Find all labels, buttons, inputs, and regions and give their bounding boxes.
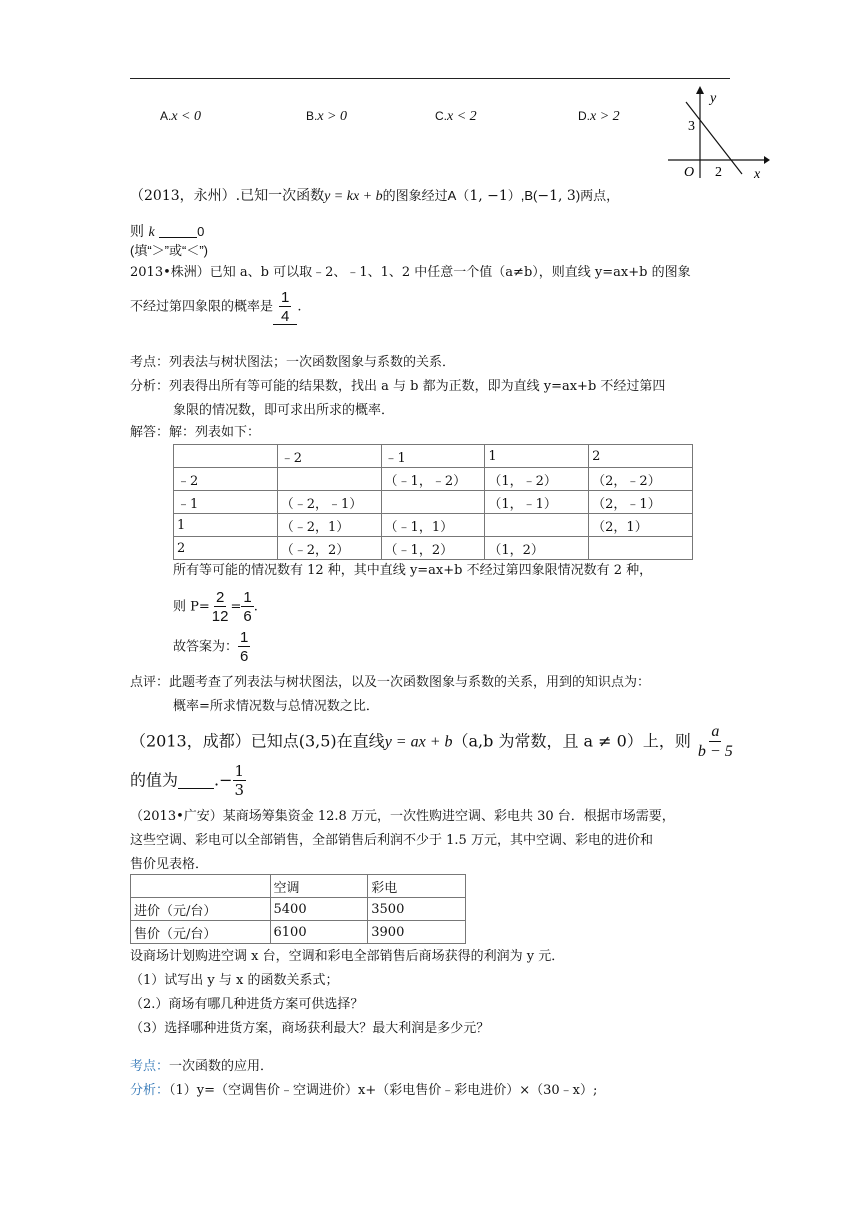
q1-hint: (填“＞”或“＜”): [130, 243, 208, 258]
table-cell: （1，﹣2）: [485, 468, 589, 491]
q3-stem: （2013，成都）已知点(3,5)在直线y = ax + b（a,b 为常数，且 a ≠ 0）上，则 $\frac{a}{b - 5}$: [130, 723, 733, 760]
table-cell: 2: [589, 445, 693, 468]
table-cell: 空调: [270, 875, 368, 898]
line-graph-figure: [660, 86, 770, 182]
table-cell: （﹣2，﹣1）: [277, 491, 381, 514]
q4-price-table: [130, 874, 466, 944]
table-cell: [277, 468, 381, 491]
q3-answer-line: 的值为 .− $\frac{1}{3}$: [130, 762, 245, 799]
q4-kaodian: 考点：一次函数的应用．: [130, 1059, 274, 1074]
q1-answer-line: 则 k 0: [130, 224, 205, 240]
table-row: [174, 491, 693, 514]
option-c: C.x < 2: [435, 109, 477, 124]
table-cell: （﹣1，2）: [381, 537, 485, 560]
q2-answer-fraction: $\frac{1}{4}$: [281, 289, 290, 325]
q2-dianping-line1: 点评：此题考查了列表法与树状图法，以及一次函数图象与系数的关系，用到的知识点为：: [130, 675, 651, 690]
q2-jieda: 解答：解：列表如下：: [130, 425, 261, 440]
option-b: B.x > 0: [306, 109, 348, 124]
table-cell: ﹣1: [174, 491, 278, 514]
table-cell: （﹣1，﹣2）: [381, 468, 485, 491]
table-cell: 2: [174, 537, 278, 560]
q2-fenxi-line2: 象限的情况数，即可求出所求的概率．: [173, 403, 395, 418]
q1-stem: （2013，永州）.已知一次函数y = kx + b的图象经过A（1, −1）,B(−1, 3)两点，: [130, 188, 620, 204]
option-a: A.x < 0: [160, 109, 202, 124]
table-cell: （1，﹣1）: [485, 491, 589, 514]
table-cell: 3900: [368, 921, 466, 944]
table-row: [174, 514, 693, 537]
table-cell: ﹣2: [277, 445, 381, 468]
q4-sub1: （1）试写出 y 与 x 的函数关系式；: [130, 973, 339, 988]
q3-expression-fraction: $\frac{a}{b - 5}$: [697, 723, 733, 760]
x-intercept-label: 2: [715, 165, 722, 180]
q2-stem-line2: 不经过第四象限的概率是 $\frac{1}{4}$ .: [130, 289, 302, 325]
q4-fenxi: 分析：（1）y=（空调售价﹣空调进价）x+（彩电售价﹣彩电进价）×（30﹣x）;: [130, 1083, 598, 1098]
table-row: [131, 875, 466, 898]
q4-stem-line2: 这些空调、彩电可以全部销售，全部销售后利润不少于 1.5 万元，其中空调、彩电的进价和: [130, 833, 653, 848]
table-cell: [485, 514, 589, 537]
table-cell: 1: [485, 445, 589, 468]
q2-count-line: 所有等可能的情况数有 12 种，其中直线 y=ax+b 不经过第四象限情况数有 2 种，: [173, 563, 653, 578]
x-axis-arrow: [764, 156, 770, 164]
q4-sub2: （2.）商场有哪几种进货方案可供选择？: [130, 997, 364, 1012]
q2-fenxi-line1: 分析：列表得出所有等可能的结果数，找出 a 与 b 都为正数，即为直线 y=ax+b 不经过第四: [130, 379, 666, 394]
y-intercept-label: 3: [688, 119, 695, 134]
table-cell: 1: [174, 514, 278, 537]
table-cell: 3500: [368, 898, 466, 921]
table-cell: [589, 537, 693, 560]
table-cell: 进价（元/台）: [131, 898, 271, 921]
table-cell: [381, 491, 485, 514]
q4-setup: 设商场计划购进空调 x 台，空调和彩电全部销售后商场获得的利润为 y 元．: [130, 949, 565, 964]
table-cell: ﹣1: [381, 445, 485, 468]
table-cell: （2，1）: [589, 514, 693, 537]
y-axis-arrow: [696, 86, 704, 94]
q2-final-answer: 故答案为： $\frac{1}{6}$: [173, 629, 249, 665]
table-row: [174, 468, 693, 491]
q4-stem-line3: 售价见表格．: [130, 857, 209, 872]
q4-stem-line1: （2013•广安）某商场筹集资金 12.8 万元，一次性购进空调、彩电共 30 台．根据市场需要，: [130, 809, 675, 824]
table-cell: （2，﹣2）: [589, 468, 693, 491]
table-cell: [131, 875, 271, 898]
table-cell: ﹣2: [174, 468, 278, 491]
q2-stem-line1: 2013•株洲）已知 a、b 可以取﹣2、﹣1、1、2 中任意一个值（a≠b），则直线 y=ax+b 的图象: [130, 265, 691, 280]
table-cell: （﹣2，1）: [277, 514, 381, 537]
table-row: [131, 898, 466, 921]
q2-dianping-line2: 概率=所求情况数与总情况数之比．: [173, 699, 379, 714]
table-cell: （﹣2，2）: [277, 537, 381, 560]
table-cell: [174, 445, 278, 468]
q4-sub3: （3）选择哪种进货方案，商场获利最大？最大利润是多少元？: [130, 1021, 490, 1036]
table-row: [174, 537, 693, 560]
header-rule: [130, 78, 730, 79]
q2-probability: 则 P= $\frac{2}{12}$ = $\frac{1}{6}$ .: [173, 589, 258, 625]
y-axis-label: y: [710, 91, 717, 106]
table-cell: 彩电: [368, 875, 466, 898]
table-cell: 售价（元/台）: [131, 921, 271, 944]
table-cell: 5400: [270, 898, 368, 921]
table-cell: （2，﹣1）: [589, 491, 693, 514]
table-row: [174, 445, 693, 468]
table-cell: （1，2）: [485, 537, 589, 560]
q2-outcome-table: [173, 444, 693, 560]
q2-kaodian: 考点：列表法与树状图法；一次函数图象与系数的关系．: [130, 355, 456, 370]
table-cell: （﹣1，1）: [381, 514, 485, 537]
x-axis-label: x: [754, 167, 761, 182]
origin-label: O: [684, 165, 695, 180]
table-cell: 6100: [270, 921, 368, 944]
table-row: [131, 921, 466, 944]
function-line: [686, 102, 742, 174]
option-d: D.x > 2: [578, 109, 620, 124]
